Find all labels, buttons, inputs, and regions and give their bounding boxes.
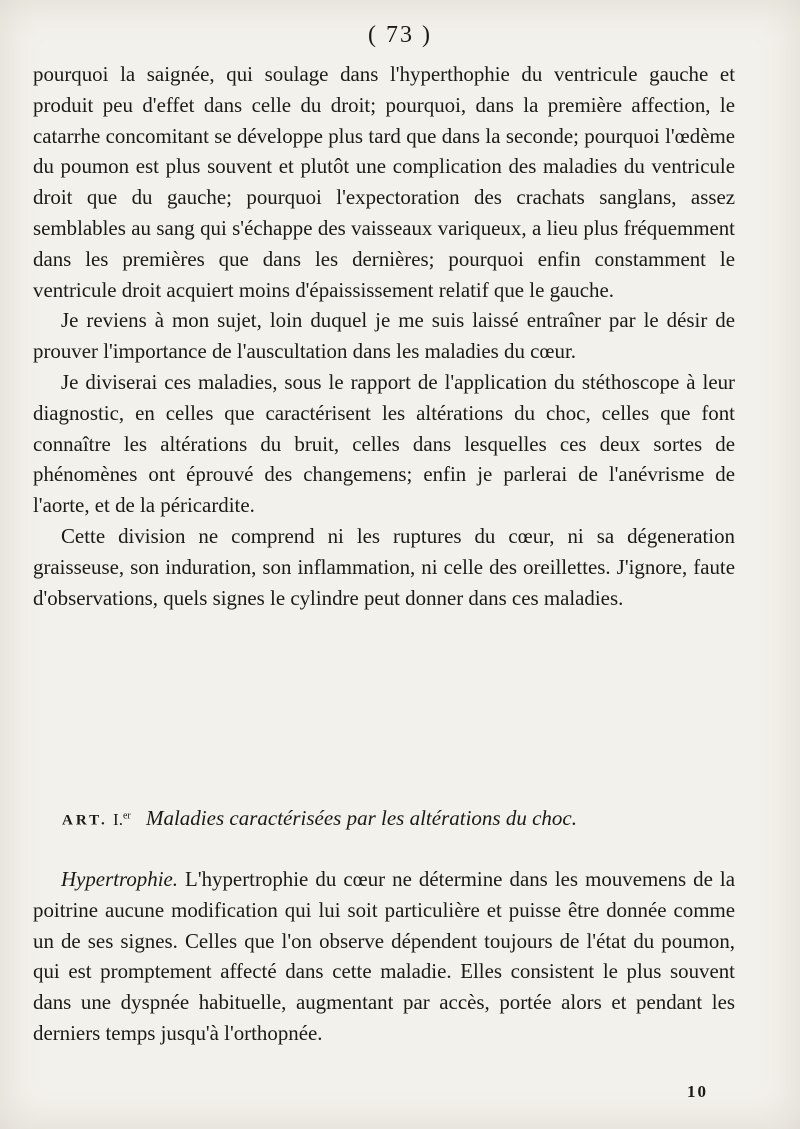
body-text-lower: [33, 864, 735, 1049]
signature-mark: 10: [687, 1082, 708, 1101]
paragraph-division: Je diviserai ces maladies, sous le rapport de l'application du stéthoscope à leur diagnostic, en celles que caractérisent les altérations du choc, celles que font connaître les altérations du bruit, celles dans lesquelles ces deux sortes de phénomènes ont éprouvé des changemens; enfin je parlerai de l'anévrisme de l'aorte, et de la péricardite.: [33, 369, 735, 518]
article-number-sup: er: [122, 810, 131, 821]
hypertrophy-text: L'hypertrophie du cœur ne détermine dans les mouvemens de la poitrine aucune modification qui lui soit particulière et puisse être donnée comme un de ses signes. Celles que l'on observe dépendent toujours de l'état du poumon, qui est promptement affecté dans cette maladie. Elles consistent le plus souvent dans une dyspnée habituelle, augmentant par accès, portée alors et pendant les derniers temps jusqu'à l'orthopnée.: [33, 867, 735, 1045]
article-heading: [62, 801, 722, 836]
page-number: ( 73 ): [368, 22, 432, 48]
body-text-upper: [33, 59, 735, 613]
paragraph-exclusions: Cette division ne comprend ni les ruptures du cœur, ni sa dégeneration graisseuse, son induration, son inflammation, ni celle des oreillettes. J'ignore, faute d'observations, quels signes le cylindre peut donner dans ces maladies.: [33, 523, 735, 610]
paragraph-return-to-subject: Je reviens à mon sujet, loin duquel je me suis laissé entraîner par le désir de prouver l'importance de l'auscultation dans les maladies du cœur.: [33, 308, 735, 364]
hypertrophy-term: Hypertrophie.: [61, 867, 178, 891]
article-label: ART.: [62, 812, 108, 829]
paragraph-hypertrophy: [33, 864, 735, 1049]
article-title: Maladies caractérisées par les altérations du choc.: [145, 805, 577, 830]
article-number: [113, 810, 131, 829]
paragraph-continuation: pourquoi la saignée, qui soulage dans l'hyperthophie du ventricule gauche et produit peu d'effet dans celle du droit; pourquoi, dans la première affection, le catarrhe concomitant se développe plus tard que dans la seconde; pourquoi l'œdème du poumon est plus souvent et plutôt une complication des maladies du ventricule droit que du gauche; pourquoi l'expectoration des crachats sanglans, assez semblables au sang qui s'échappe des vaisseaux variqueux, a lieu plus fréquemment dans les premières que dans les dernières; pourquoi enfin constamment le ventricule droit acquiert moins d'épaississement relatif que le gauche.: [33, 62, 735, 302]
article-number-text: I.: [113, 809, 123, 829]
